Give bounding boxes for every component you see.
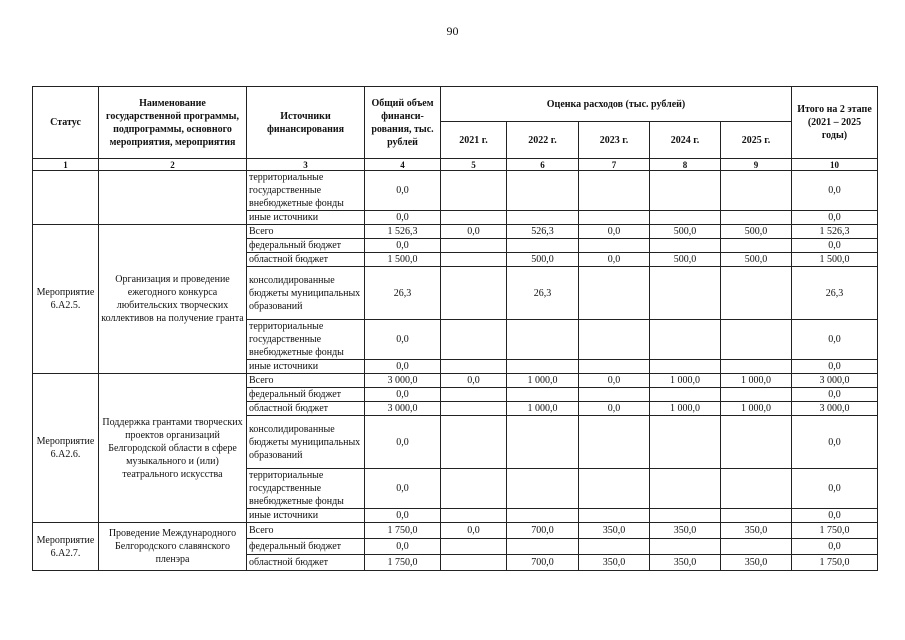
stage-total-cell: 0,0 xyxy=(792,509,878,523)
source-cell: территориальные государственные внебюджетные фонды xyxy=(247,320,365,360)
column-number: 5 xyxy=(441,159,507,171)
total-cell: 0,0 xyxy=(365,509,441,523)
value-cell xyxy=(650,239,721,253)
name-cell xyxy=(99,171,247,225)
value-cell xyxy=(441,211,507,225)
stage-total-cell: 0,0 xyxy=(792,171,878,211)
header-status: Статус xyxy=(33,87,99,159)
column-number: 4 xyxy=(365,159,441,171)
column-number: 10 xyxy=(792,159,878,171)
header-year: 2024 г. xyxy=(650,122,721,159)
value-cell xyxy=(579,171,650,211)
total-cell: 0,0 xyxy=(365,360,441,374)
column-number: 6 xyxy=(507,159,579,171)
value-cell xyxy=(721,211,792,225)
value-cell xyxy=(441,416,507,469)
stage-total-cell: 1 500,0 xyxy=(792,253,878,267)
value-cell: 26,3 xyxy=(507,267,579,320)
value-cell xyxy=(507,171,579,211)
column-number: 2 xyxy=(99,159,247,171)
column-number: 9 xyxy=(721,159,792,171)
value-cell xyxy=(650,360,721,374)
value-cell xyxy=(441,469,507,509)
value-cell xyxy=(721,388,792,402)
stage-total-cell: 26,3 xyxy=(792,267,878,320)
total-cell: 3 000,0 xyxy=(365,402,441,416)
value-cell: 350,0 xyxy=(579,555,650,571)
value-cell: 0,0 xyxy=(579,374,650,388)
header-year: 2021 г. xyxy=(441,122,507,159)
value-cell xyxy=(507,416,579,469)
stage-total-cell: 0,0 xyxy=(792,239,878,253)
total-cell: 0,0 xyxy=(365,416,441,469)
source-cell: консолидированные бюджеты муниципальных образований xyxy=(247,267,365,320)
value-cell xyxy=(721,469,792,509)
value-cell xyxy=(441,539,507,555)
value-cell: 500,0 xyxy=(721,225,792,239)
source-cell: федеральный бюджет xyxy=(247,539,365,555)
value-cell: 1 000,0 xyxy=(721,402,792,416)
value-cell: 350,0 xyxy=(579,523,650,539)
total-cell: 0,0 xyxy=(365,539,441,555)
value-cell xyxy=(579,509,650,523)
value-cell xyxy=(650,267,721,320)
value-cell xyxy=(441,360,507,374)
value-cell xyxy=(650,469,721,509)
source-cell: Всего xyxy=(247,523,365,539)
value-cell xyxy=(507,360,579,374)
value-cell xyxy=(650,416,721,469)
value-cell: 1 000,0 xyxy=(507,402,579,416)
value-cell xyxy=(579,267,650,320)
value-cell xyxy=(650,509,721,523)
status-cell: Мероприятие 6.А2.6. xyxy=(33,374,99,523)
value-cell xyxy=(441,388,507,402)
source-cell: областной бюджет xyxy=(247,555,365,571)
column-number: 1 xyxy=(33,159,99,171)
value-cell xyxy=(721,267,792,320)
value-cell: 350,0 xyxy=(721,555,792,571)
value-cell xyxy=(441,509,507,523)
value-cell xyxy=(579,239,650,253)
table-row xyxy=(33,171,878,211)
value-cell xyxy=(507,239,579,253)
header-year: 2022 г. xyxy=(507,122,579,159)
value-cell: 0,0 xyxy=(441,225,507,239)
value-cell: 0,0 xyxy=(579,253,650,267)
source-cell: иные источники xyxy=(247,360,365,374)
source-cell: иные источники xyxy=(247,211,365,225)
value-cell xyxy=(721,239,792,253)
value-cell: 0,0 xyxy=(579,402,650,416)
table-row xyxy=(33,225,878,239)
value-cell xyxy=(650,388,721,402)
table-row xyxy=(33,523,878,539)
source-cell: консолидированные бюджеты муниципальных образований xyxy=(247,416,365,469)
stage-total-cell: 1 526,3 xyxy=(792,225,878,239)
header-sources: Источники финансирования xyxy=(247,87,365,159)
status-cell: Мероприятие 6.А2.7. xyxy=(33,523,99,571)
value-cell xyxy=(441,171,507,211)
value-cell: 1 000,0 xyxy=(507,374,579,388)
value-cell: 500,0 xyxy=(650,225,721,239)
total-cell: 1 750,0 xyxy=(365,555,441,571)
header-year: 2023 г. xyxy=(579,122,650,159)
stage-total-cell: 0,0 xyxy=(792,320,878,360)
value-cell: 1 000,0 xyxy=(721,374,792,388)
source-cell: федеральный бюджет xyxy=(247,239,365,253)
value-cell xyxy=(721,360,792,374)
value-cell xyxy=(650,171,721,211)
source-cell: Всего xyxy=(247,225,365,239)
total-cell: 0,0 xyxy=(365,171,441,211)
total-cell: 3 000,0 xyxy=(365,374,441,388)
status-cell xyxy=(33,171,99,225)
value-cell: 500,0 xyxy=(507,253,579,267)
value-cell xyxy=(721,171,792,211)
source-cell: иные источники xyxy=(247,509,365,523)
value-cell xyxy=(441,267,507,320)
source-cell: областной бюджет xyxy=(247,253,365,267)
value-cell xyxy=(507,539,579,555)
stage-total-cell: 3 000,0 xyxy=(792,374,878,388)
value-cell xyxy=(441,555,507,571)
name-cell: Проведение Международного Белгородского славянского пленэра xyxy=(99,523,247,571)
value-cell xyxy=(579,360,650,374)
value-cell xyxy=(579,416,650,469)
value-cell xyxy=(579,539,650,555)
header-name: Наименование государственной программы, подпрограммы, основного мероприятия, мероприятия xyxy=(99,87,247,159)
stage-total-cell: 0,0 xyxy=(792,416,878,469)
column-number: 3 xyxy=(247,159,365,171)
total-cell: 0,0 xyxy=(365,239,441,253)
total-cell: 1 526,3 xyxy=(365,225,441,239)
value-cell xyxy=(650,539,721,555)
value-cell xyxy=(441,253,507,267)
value-cell xyxy=(507,388,579,402)
value-cell xyxy=(441,320,507,360)
name-cell: Организация и проведение ежегодного конкурса любительских творческих коллективов на получение гранта xyxy=(99,225,247,374)
total-cell: 0,0 xyxy=(365,388,441,402)
value-cell xyxy=(507,469,579,509)
source-cell: территориальные государственные внебюджетные фонды xyxy=(247,469,365,509)
value-cell xyxy=(441,239,507,253)
source-cell: Всего xyxy=(247,374,365,388)
value-cell: 500,0 xyxy=(721,253,792,267)
source-cell: территориальные государственные внебюджетные фонды xyxy=(247,171,365,211)
value-cell xyxy=(721,539,792,555)
value-cell xyxy=(721,416,792,469)
status-cell: Мероприятие 6.А2.5. xyxy=(33,225,99,374)
header-stage-total: Итого на 2 этапе (2021 – 2025 годы) xyxy=(792,87,878,159)
header-estimate: Оценка расходов (тыс. рублей) xyxy=(441,87,792,122)
total-cell: 1 500,0 xyxy=(365,253,441,267)
value-cell: 700,0 xyxy=(507,555,579,571)
stage-total-cell: 1 750,0 xyxy=(792,555,878,571)
value-cell: 350,0 xyxy=(721,523,792,539)
stage-total-cell: 0,0 xyxy=(792,539,878,555)
stage-total-cell: 0,0 xyxy=(792,211,878,225)
stage-total-cell: 3 000,0 xyxy=(792,402,878,416)
table-row xyxy=(33,374,878,388)
value-cell: 1 000,0 xyxy=(650,374,721,388)
value-cell xyxy=(650,320,721,360)
value-cell xyxy=(507,509,579,523)
value-cell: 350,0 xyxy=(650,555,721,571)
name-cell: Поддержка грантами творческих проектов организаций Белгородской области в сфере музыкального и (или) театрального искусства xyxy=(99,374,247,523)
total-cell: 26,3 xyxy=(365,267,441,320)
value-cell: 700,0 xyxy=(507,523,579,539)
column-number: 7 xyxy=(579,159,650,171)
total-cell: 0,0 xyxy=(365,211,441,225)
value-cell xyxy=(579,320,650,360)
value-cell xyxy=(721,509,792,523)
stage-total-cell: 0,0 xyxy=(792,469,878,509)
total-cell: 1 750,0 xyxy=(365,523,441,539)
value-cell: 526,3 xyxy=(507,225,579,239)
value-cell: 350,0 xyxy=(650,523,721,539)
total-cell: 0,0 xyxy=(365,469,441,509)
source-cell: областной бюджет xyxy=(247,402,365,416)
value-cell xyxy=(441,402,507,416)
value-cell: 0,0 xyxy=(579,225,650,239)
value-cell xyxy=(579,211,650,225)
stage-total-cell: 0,0 xyxy=(792,360,878,374)
value-cell: 500,0 xyxy=(650,253,721,267)
value-cell xyxy=(650,211,721,225)
header-total-volume: Общий объем финанси-рования, тыс. рублей xyxy=(365,87,441,159)
page-number: 90 xyxy=(446,24,459,38)
value-cell xyxy=(721,320,792,360)
value-cell xyxy=(507,320,579,360)
value-cell xyxy=(507,211,579,225)
stage-total-cell: 1 750,0 xyxy=(792,523,878,539)
column-number: 8 xyxy=(650,159,721,171)
value-cell xyxy=(579,469,650,509)
value-cell: 0,0 xyxy=(441,374,507,388)
stage-total-cell: 0,0 xyxy=(792,388,878,402)
total-cell: 0,0 xyxy=(365,320,441,360)
header-year: 2025 г. xyxy=(721,122,792,159)
source-cell: федеральный бюджет xyxy=(247,388,365,402)
value-cell: 1 000,0 xyxy=(650,402,721,416)
value-cell xyxy=(579,388,650,402)
value-cell: 0,0 xyxy=(441,523,507,539)
budget-table xyxy=(32,86,878,571)
